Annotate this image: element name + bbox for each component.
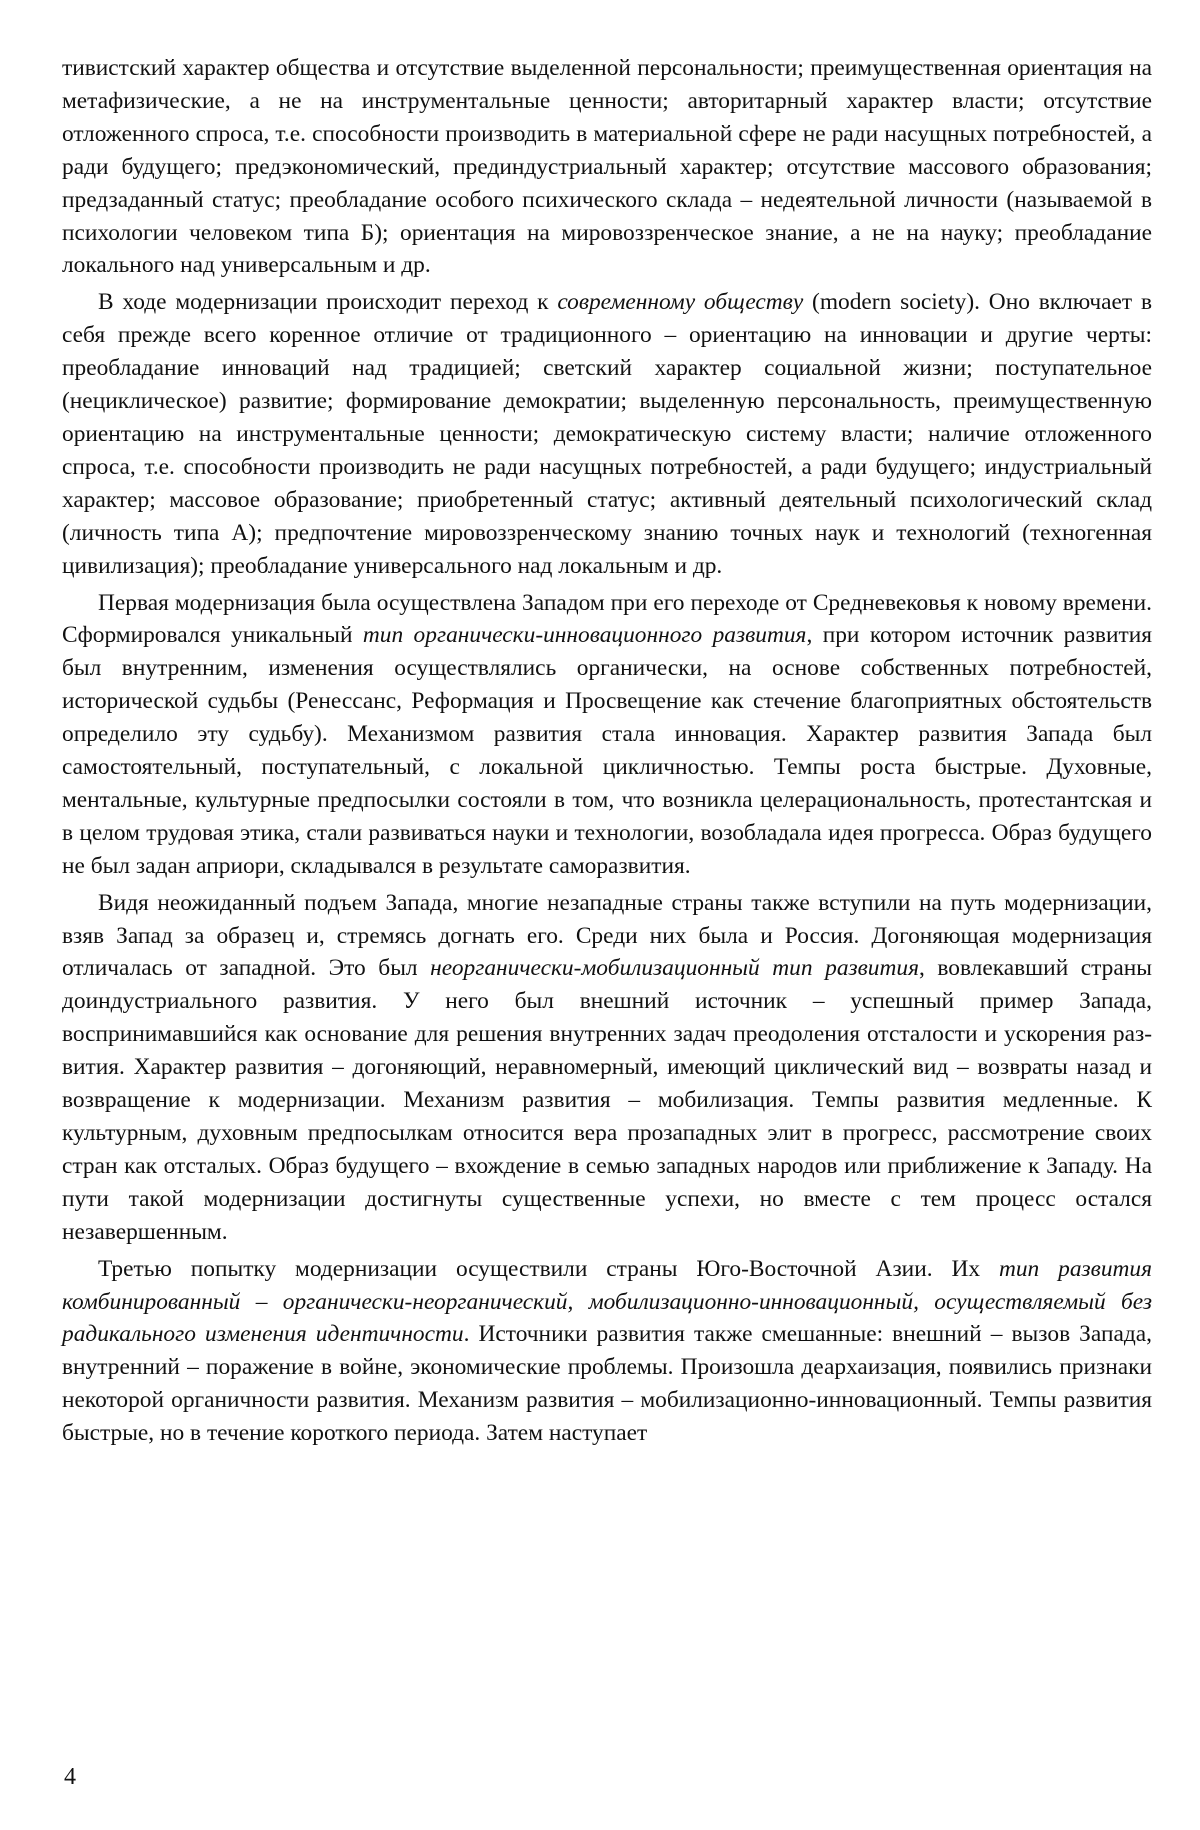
text-run: , при котором источник развития был внутренним, изменения осуществлялись органически, на основе собственных потребностей, исторической судьбы (Ренессанс, Реформация и Просвещение как стечение благоприятных обстоятельств определило эту судьбу). Механизмом развития стала инновация. Характер развития Запада был самостоятельный, поступательный, с локальной цикличностью. Темпы роста быстрые. Духовные, ментальные, культурные предпосылки состояли в том, что возникла целерациональность, протестантская и в целом трудовая этика, стали развиваться науки и технологии, возобладала идея прогресса. Образ будущего не был задан априори, складывался в результате саморазвития.	[62, 622, 1152, 879]
text-run: Видя неожиданный подъем Запада, многие незападные страны также вступили на путь модернизации, взяв Запад за образец и, стремясь догнать его. Среди них была и Россия. Догоняющая модернизация отличалась от западной. Это был	[62, 889, 1152, 982]
paragraph	[62, 587, 1152, 883]
text-run: тивистский характер общества и отсутствие выделенной персональности; преимущественная ориентация на метафизические, а не на инструментальные ценности; авторитарный характер власти; отсутствие отложенного спроса, т.е. способности производить в материальной сфере не ради насущных потребностей, а ради будущего; предэкономический, прединдустриальный характер; отсутствие массового образования; предзаданный статус; преобладание особого психического склада – недеятельной личности (называемой в психологии человеком типа Б); ориентация на мировоззренческое знание, а не на науку; преобладание локального над универсальным и др.	[62, 55, 1152, 279]
paragraph	[62, 52, 1152, 282]
text-run: В ходе модернизации происходит переход к	[98, 289, 558, 316]
text-run: . Источники развития также смешанные: внешний – вызов Запада, внутренний – поражение в войне, экономические проблемы. Произошла деархаизация, появились признаки некоторой органичности развития. Механизм развития – мобилизационно-инновационный. Темпы развития быстрые, но в течение короткого периода. Затем наступает	[62, 1321, 1153, 1447]
italic-term: неорганически-мобилизационный тип развития	[430, 955, 919, 982]
text-run: , вовлекавший страны доиндустриального развития. У него был внешний источник – успешный пример Запада, воспринимавшийся как основание для решения внутренних задач преодоления отсталости и ускорения развития. Характер развития – догоняющий, неравномерный, имеющий циклический вид – возвраты назад и возвращение к модернизации. Механизм развития – мобилизация. Темпы развития медленные. К культурным, духовным предпосылкам относится вера прозападных элит в прогресс, рассмотрение своих стран как отсталых. Образ будущего – вхождение в семью западных народов или приближение к Западу. На пути такой модернизации достигнуты существенные успехи, но вместе с тем процесс остался незавершенным.	[62, 955, 1152, 1245]
italic-term: тип развития комбинированный – органически-неорганический, мобилизационно-инновационный, осуществляемый без радикального изменения идентичности	[62, 1255, 1152, 1348]
paragraph	[62, 286, 1152, 582]
text-run: (modern society). Оно включает в себя прежде всего коренное отличие от традиционного – ориентацию на инновации и другие черты: преобладание инноваций над традицией; светский характер социальной жизни; поступательное (нециклическое) развитие; формирование демократии; выделенную персональность, преимущественную ориентацию на инструментальные ценности; демократическую систему власти; наличие отложенного спроса, т.е. способности производить не ради насущных потребностей, а ради будущего; индустриальный характер; массовое образование; приобретенный статус; активный деятельный психологический склад (личность типа А); предпочтение мировоззренческому знанию точных наук и технологий (техногенная цивилизация); преобладание универсального над локальным и др.	[62, 289, 1152, 579]
text-run: Третью попытку модернизации осуществили страны Юго-Восточной Азии. Их	[98, 1255, 999, 1282]
body-text	[62, 52, 1152, 1450]
page-number: 4	[64, 1764, 76, 1790]
paragraph	[62, 887, 1152, 1249]
italic-term: тип органически-инновационного развития	[362, 622, 807, 649]
paragraph	[62, 1253, 1152, 1450]
italic-term: современному обществу	[557, 289, 804, 316]
text-run: Первая модернизация была осуществлена Западом при его переходе от Средневековья к новому времени. Сформировался уникальный	[62, 589, 1152, 649]
